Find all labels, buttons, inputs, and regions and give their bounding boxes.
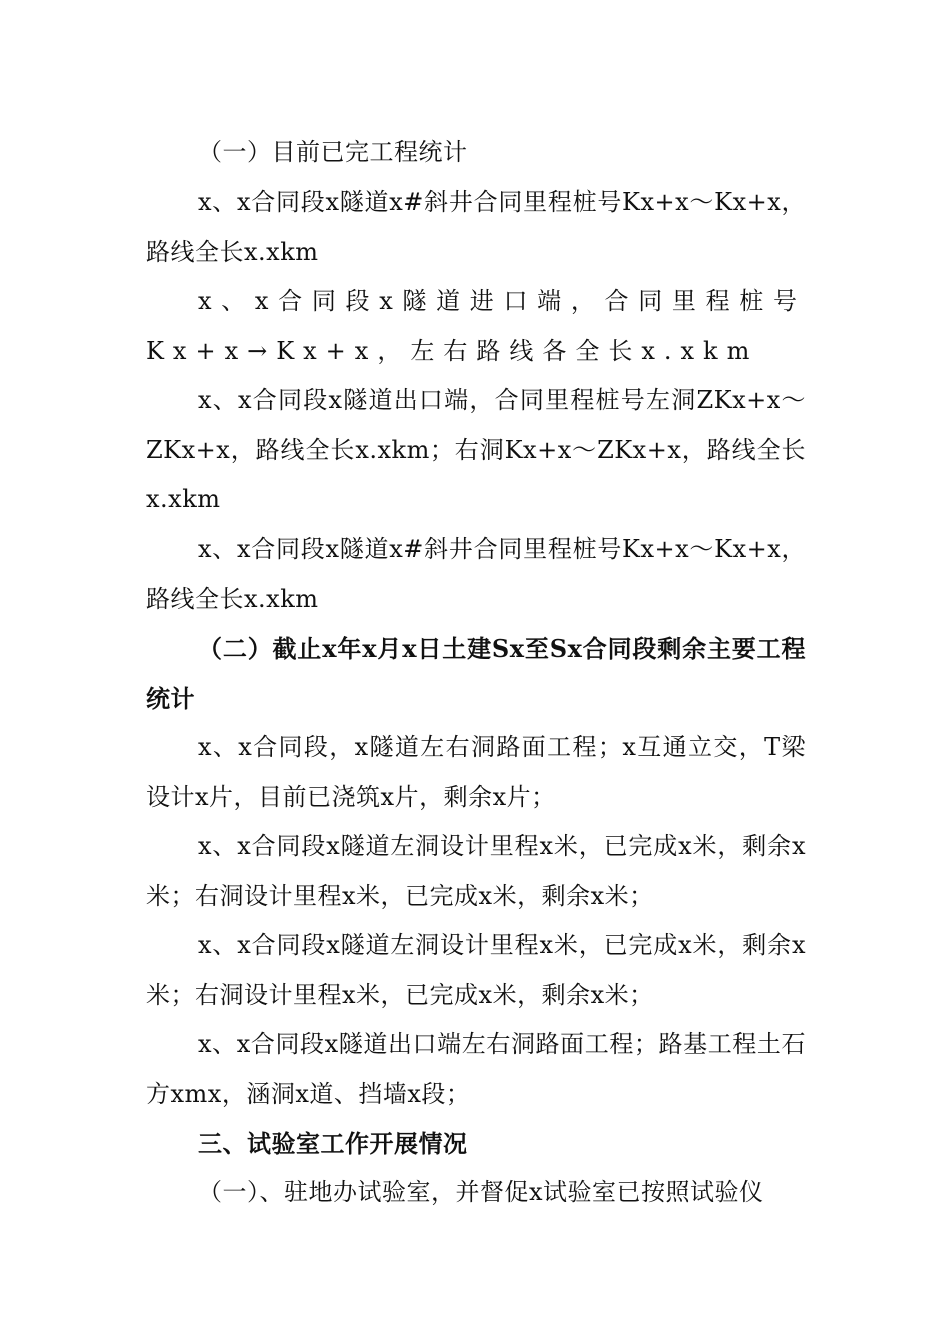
paragraph-remaining-tunnel-2: x、x合同段x隧道左洞设计里程x米，已完成x米，剩余x米；右洞设计里程x米，已完成x米，剩余x米； xyxy=(146,931,806,1009)
paragraph-tunnel-exit: x、x合同段x隧道出口端，合同里程桩号左洞ZKx+x～ZKx+x，路线全长x.xkm；右洞Kx+x～ZKx+x，路线全长x.xkm xyxy=(146,386,806,513)
subsection-heading-completed-works: （一）目前已完工程统计 xyxy=(198,138,468,166)
paragraph-shaft-completed: x、x合同段x隧道x#斜井合同里程桩号Kx+x～Kx+x，路线全长x.xkm xyxy=(146,188,806,266)
paragraph-remaining-tunnel-1: x、x合同段x隧道左洞设计里程x米，已完成x米，剩余x米；右洞设计里程x米，已完成x米，剩余x米； xyxy=(146,832,806,910)
paragraph-tunnel-entrance: x、x合同段x隧道进口端，合同里程桩号Kx+x→Kx+x，左右路线各全长x.xkm xyxy=(146,287,806,365)
paragraph-remaining-pavement-tbeam: x、x合同段，x隧道左右洞路面工程；x互通立交，T梁设计x片，目前已浇筑x片，剩余x片； xyxy=(146,733,806,811)
paragraph-shaft-completed-2: x、x合同段x隧道x#斜井合同里程桩号Kx+x～Kx+x，路线全长x.xkm xyxy=(146,535,806,613)
paragraph-remaining-exit-roadbed: x、x合同段x隧道出口端左右洞路面工程；路基工程土石方xmx，涵洞x道、挡墙x段； xyxy=(146,1030,806,1108)
subsection-heading-remaining-works: （二）截止x年x月x日土建Sx至Sx合同段剩余主要工程统计 xyxy=(146,634,806,713)
section-heading-lab-work: 三、试验室工作开展情况 xyxy=(198,1129,468,1158)
paragraph-lab-office: （一）、驻地办试验室，并督促x试验室已按照试验仪 xyxy=(198,1178,764,1206)
